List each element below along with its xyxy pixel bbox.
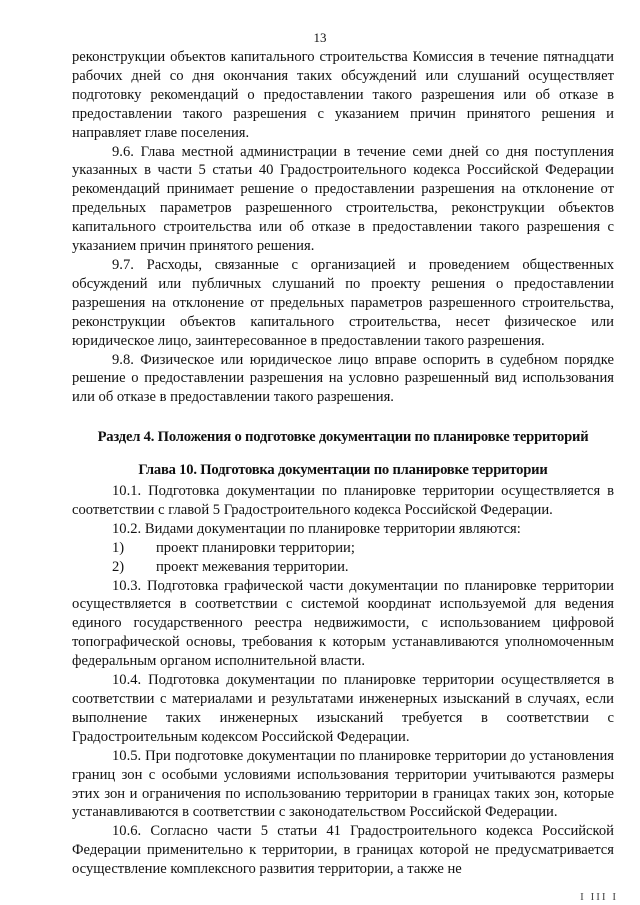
list-item-text: проект планировки территории;	[156, 539, 355, 556]
list-item-number: 1)	[112, 539, 125, 556]
list-item	[72, 558, 614, 577]
document-body	[72, 48, 614, 879]
list-item	[72, 539, 614, 558]
paragraph-10-4: 10.4. Подготовка документации по планировке территории осуществляется в соответствии с материалами и результатами инженерных изысканий в случаях, если выполнение таких инженерных изысканий требуется в соответствии с Градостроительным кодексом Российской Федерации.	[72, 672, 614, 745]
page-number: 13	[313, 30, 327, 45]
list-item-text: проект межевания территории.	[156, 558, 349, 575]
paragraph-10-6: 10.6. Согласно части 5 статьи 41 Градостроительного кодекса Российской Федерации применительно к территории, в границах которой не предусматривается осуществление комплексного развития территории, а также не	[72, 823, 614, 878]
paragraph-9-7: 9.7. Расходы, связанные с организацией и проведением общественных обсуждений или публичных слушаний по проекту решения о предоставлении разрешения на отклонение от предельных параметров разрешенного строительства, реконструкции объектов капитального строительства, несет физическое или юридическое лицо, заинтересованное в предоставлении такого разрешения.	[72, 256, 614, 349]
paragraph-9-8: 9.8. Физическое или юридическое лицо вправе оспорить в судебном порядке решение о предоставлении разрешения на условно разрешенный вид использования или об отказе в предоставлении такого разрешения.	[72, 351, 614, 406]
paragraph-intro: реконструкции объектов капитального строительства Комиссия в течение пятнадцати рабочих дней со дня окончания таких обсуждений или слушаний осуществляет подготовку рекомендаций о предоставлении такого разрешения или об отказе в предоставлении такого разрешения с указанием причин принятого решения и направляет главе поселения.	[72, 49, 614, 141]
paragraph-10-1: 10.1. Подготовка документации по планировке территории осуществляется в соответствии с главой 5 Градостроительного кодекса Российской Федерации.	[72, 483, 614, 518]
list-item-number: 2)	[112, 558, 125, 575]
paragraph-10-5: 10.5. При подготовке документации по планировке территории до установления границ зон с особыми условиями использования территории учитываются размеры этих зон и ограничения по использованию территории в границах таких зон, которые устанавливаются в соответствии с законодательством Российской Федерации.	[72, 747, 614, 821]
section-4-heading: Раздел 4. Положения о подготовке документации по планировке территорий	[97, 429, 589, 446]
paragraph-10-2: 10.2. Видами документации по планировке территории являются:	[112, 520, 521, 537]
footer-scan-marks: I III I	[580, 891, 618, 903]
chapter-10-heading: Глава 10. Подготовка документации по планировке территории	[138, 462, 548, 479]
paragraph-9-6: 9.6. Глава местной администрации в течение семи дней со дня поступления указанных в части 5 статьи 40 Градостроительного кодекса Российской Федерации рекомендаций принимает решение о предоставлении разрешения на отклонение от предельных параметров разрешенного строительства, реконструкции объектов капитального строительства или об отказе в предоставлении такого разрешения с указанием причин принятого решения.	[72, 143, 614, 255]
paragraph-10-3: 10.3. Подготовка графической части документации по планировке территории осуществляется в соответствии с системой координат используемой для ведения единого государственного реестра недвижимости, с использованием цифровой топографической основы, требования к которым устанавливаются уполномоченным федеральным органом исполнительной власти.	[72, 577, 614, 670]
